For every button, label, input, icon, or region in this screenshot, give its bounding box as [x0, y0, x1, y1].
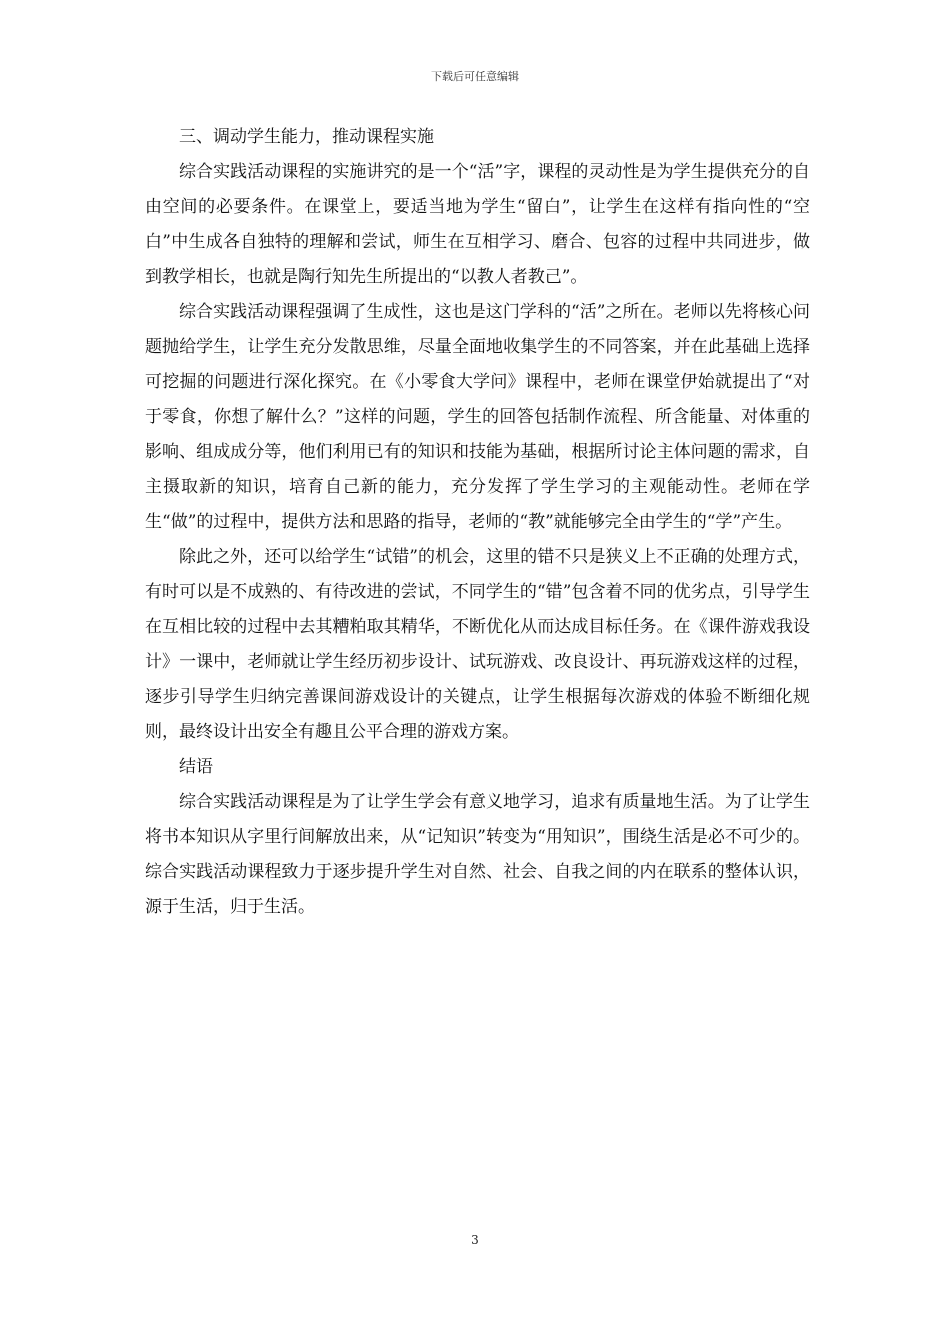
- paragraph: 除此之外，还可以给学生“试错”的机会，这里的错不只是狭义上不正确的处理方式，有时可以是不成熟的、有待改进的尝试，不同学生的“错”包含着不同的优劣点，引导学生在互相比较的过程中去其糟粕取其精华，不断优化从而达成目标任务。在《课件游戏我设计》一课中，老师就让学生经历初步设计、试玩游戏、改良设计、再玩游戏这样的过程，逐步引导学生归纳完善课间游戏设计的关键点，让学生根据每次游戏的体验不断细化规则，最终设计出安全有趣且公平合理的游戏方案。: [145, 547, 810, 742]
- body-text: [145, 120, 810, 925]
- page-number: 3: [471, 1233, 479, 1247]
- section-heading: 结语: [179, 757, 213, 777]
- section-heading: 三、调动学生能力，推动课程实施: [179, 127, 434, 147]
- paragraph: 综合实践活动课程是为了让学生学会有意义地学习，追求有质量地生活。为了让学生将书本知识从字里行间解放出来，从“记知识”转变为“用知识”，围绕生活是必不可少的。综合实践活动课程致力于逐步提升学生对自然、社会、自我之间的内在联系的整体认识，源于生活，归于生活。: [145, 792, 810, 917]
- header-note: 下载后可任意编辑: [431, 70, 519, 83]
- paragraph: 综合实践活动课程的实施讲究的是一个“活”字，课程的灵动性是为学生提供充分的自由空间的必要条件。在课堂上，要适当地为学生“留白”，让学生在这样有指向性的“空白”中生成各自独特的理解和尝试，师生在互相学习、磨合、包容的过程中共同进步，做到教学相长，也就是陶行知先生所提出的“以教人者教己”。: [145, 162, 810, 287]
- paragraph: 综合实践活动课程强调了生成性，这也是这门学科的“活”之所在。老师以先将核心问题抛给学生，让学生充分发散思维，尽量全面地收集学生的不同答案，并在此基础上选择可挖掘的问题进行深化探究。在《小零食大学问》课程中，老师在课堂伊始就提出了“对于零食，你想了解什么？”这样的问题，学生的回答包括制作流程、所含能量、对体重的影响、组成成分等，他们利用已有的知识和技能为基础，根据所讨论主体问题的需求，自主摄取新的知识，培育自己新的能力，充分发挥了学生学习的主观能动性。老师在学生“做”的过程中，提供方法和思路的指导，老师的“教”就能够完全由学生的“学”产生。: [145, 302, 810, 532]
